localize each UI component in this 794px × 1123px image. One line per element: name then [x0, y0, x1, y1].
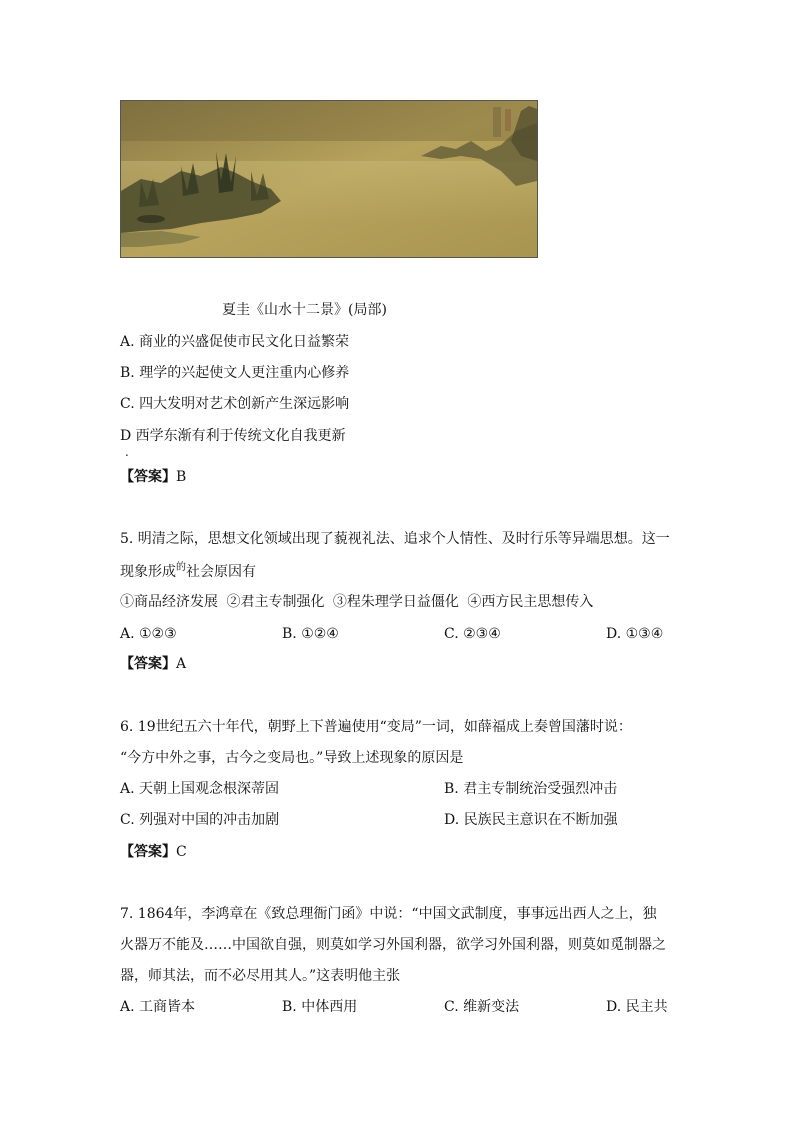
q7-option-a: A. 工商皆本: [120, 999, 196, 1015]
q4-option-d: D 西学东渐有利于传统文化自我更新: [120, 428, 346, 444]
q5-option-c: C. ②③④: [444, 626, 501, 642]
q5-items: ①商品经济发展 ②君主专制强化 ③程朱理学日益僵化 ④西方民主思想传入: [120, 594, 594, 610]
stray-dot: .: [125, 445, 129, 459]
q6-stem-line2: “今方中外之事，古今之变局也。”导致上述现象的原因是: [120, 750, 464, 766]
q5-stem-line2-part2: 社会原因有: [186, 564, 256, 580]
q5-answer-label: 【答案】: [120, 656, 176, 672]
q5-option-d: D. ①③④: [606, 626, 664, 642]
q4-answer-value: B: [176, 469, 187, 485]
q5-option-a: A. ①②③: [120, 626, 177, 642]
q7-stem-line3: 器，师其法，而不必尽用其人。”这表明他主张: [120, 968, 401, 984]
q4-answer-label: 【答案】: [120, 469, 176, 485]
q7-option-d: D. 民主共: [606, 999, 668, 1015]
q6-option-c: C. 列强对中国的冲击加剧: [120, 812, 280, 828]
q5-stem-line2-part1: 现象形成: [120, 564, 176, 580]
painting-illustration: [121, 101, 537, 257]
q6-answer-label: 【答案】: [120, 844, 176, 860]
q6-option-d: D. 民族民主意识在不断加强: [444, 812, 618, 828]
landscape-painting: [120, 100, 538, 258]
figure-caption: 夏圭《山水十二景》(局部): [222, 302, 387, 318]
q7-option-b: B. 中体西用: [282, 999, 358, 1015]
q4-answer: [120, 469, 186, 485]
q7-stem-line1: 7. 1864年，李鸿章在《致总理衙门函》中说：“中国文武制度，事事远出西人之上，独: [120, 906, 657, 922]
q6-option-a: A. 天朝上国观念根深蒂固: [120, 781, 280, 797]
q6-answer: [120, 844, 187, 860]
q4-option-b: B. 理学的兴起使文人更注重内心修养: [120, 365, 350, 381]
q5-stem-line2-small: 的: [176, 562, 186, 573]
q6-option-b: B. 君主专制统治受强烈冲击: [444, 781, 618, 797]
q5-stem-line2: [120, 564, 256, 582]
q7-option-c: C. 维新变法: [444, 999, 520, 1015]
q5-answer: [120, 656, 186, 672]
q5-answer-value: A: [176, 656, 187, 672]
q4-option-c: C. 四大发明对艺术创新产生深远影响: [120, 396, 350, 412]
q6-stem-line1: 6. 19世纪五六十年代，朝野上下普遍使用“变局”一词，如薛福成上奏曾国藩时说：: [120, 719, 632, 735]
q7-stem-line2: 火器万不能及……中国欲自强，则莫如学习外国利器，欲学习外国利器，则莫如觅制器之: [120, 937, 666, 953]
q6-answer-value: C: [176, 844, 187, 860]
q5-option-b: B. ①②④: [282, 626, 339, 642]
q4-option-a: A. 商业的兴盛促使市民文化日益繁荣: [120, 334, 350, 350]
q5-stem-line1: 5. 明清之际，思想文化领域出现了藐视礼法、追求个人情性、及时行乐等异端思想。这一: [120, 531, 670, 547]
